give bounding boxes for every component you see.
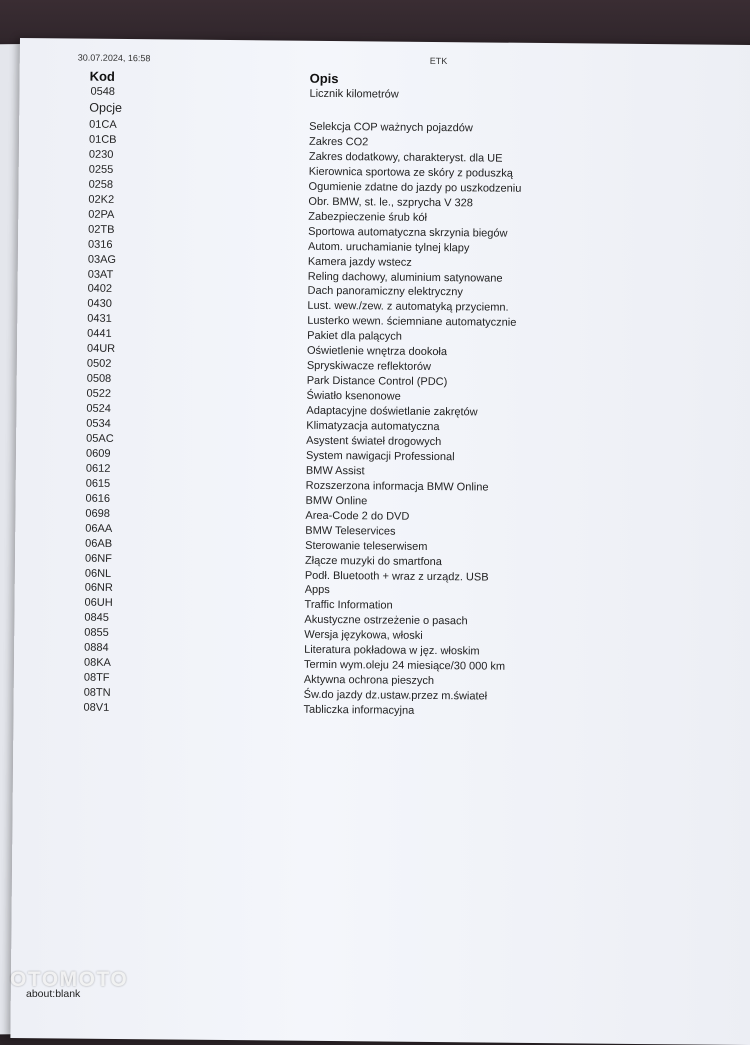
item-code: 04UR — [87, 343, 115, 355]
column-header-desc: Opis — [310, 71, 339, 86]
item-code: 08TF — [84, 672, 110, 684]
item-code: 0548 — [90, 86, 115, 98]
item-code: 06AB — [85, 537, 112, 549]
item-code: 06NR — [85, 582, 113, 594]
item-code: 0522 — [87, 388, 112, 400]
item-code: 0431 — [87, 313, 112, 325]
item-code: 0255 — [89, 164, 114, 176]
item-desc: Apps — [305, 584, 330, 596]
item-desc: Tabliczka informacyjna — [304, 704, 415, 717]
item-desc: Obr. BMW, st. le., szprycha V 328 — [308, 196, 473, 210]
item-desc: Lusterko wewn. ściemniane automatycznie — [307, 315, 516, 329]
item-desc: Autom. uruchamianie tylnej klapy — [308, 240, 470, 254]
item-desc: Literatura pokładowa w jęz. włoskim — [304, 644, 480, 658]
item-desc: Zabezpieczenie śrub kół — [308, 210, 427, 223]
item-desc: Zakres CO2 — [309, 136, 368, 149]
item-code: 02PA — [88, 208, 114, 220]
item-code: 0855 — [84, 627, 109, 639]
item-desc: Spryskiwacze reflektorów — [307, 360, 431, 373]
item-desc: Klimatyzacja automatyczna — [306, 420, 439, 433]
item-desc: Termin wym.oleju 24 miesiące/30 000 km — [304, 659, 505, 673]
item-code: 0884 — [84, 642, 109, 654]
item-desc: Asystent świateł drogowych — [306, 435, 441, 448]
item-desc: Oświetlenie wnętrza dookoła — [307, 345, 447, 358]
column-header-code: Kod — [90, 69, 115, 84]
item-desc: Sterowanie teleserwisem — [305, 539, 427, 552]
item-code: 02K2 — [88, 193, 114, 205]
item-desc: Podł. Bluetooth + wraz z urządz. USB — [305, 569, 489, 583]
item-desc: Reling dachowy, aluminium satynowane — [308, 270, 503, 284]
item-code: 08KA — [84, 657, 111, 669]
item-code: 02TB — [88, 223, 114, 235]
item-code: 06UH — [85, 597, 113, 609]
item-code: 06NF — [85, 552, 112, 564]
item-code: 03AT — [88, 268, 114, 280]
item-desc: Traffic Information — [305, 599, 393, 612]
item-desc: Złącze muzyki do smartfona — [305, 554, 442, 567]
item-desc: Licznik kilometrów — [309, 88, 398, 101]
print-header — [78, 53, 698, 73]
item-code: 0508 — [87, 373, 112, 385]
item-code: 0402 — [88, 283, 113, 295]
item-desc: Park Distance Control (PDC) — [307, 375, 448, 388]
item-desc: Dach panoramiczny elektryczny — [308, 285, 463, 298]
item-code: 0524 — [86, 403, 111, 415]
item-desc: Adaptacyjne doświetlanie zakrętów — [306, 405, 477, 419]
item-code: 0534 — [86, 418, 111, 430]
item-desc: BMW Teleservices — [305, 524, 395, 537]
item-code: 08V1 — [84, 702, 110, 714]
item-desc: BMW Online — [306, 495, 368, 508]
item-code: 06AA — [85, 522, 112, 534]
item-code: 01CA — [89, 119, 117, 131]
item-desc: Selekcja COP ważnych pojazdów — [309, 121, 473, 135]
footer-url: about:blank — [26, 988, 80, 1000]
item-desc: Area-Code 2 do DVD — [305, 509, 409, 522]
item-code: 01CB — [89, 134, 117, 146]
item-code: 03AG — [88, 253, 116, 265]
item-code: 0615 — [86, 477, 111, 489]
item-code: 0502 — [87, 358, 112, 370]
item-code: 05AC — [86, 433, 114, 445]
item-code: 0612 — [86, 462, 111, 474]
item-code: 0258 — [89, 178, 114, 190]
item-desc: Zakres dodatkowy, charakteryst. dla UE — [309, 151, 503, 165]
item-desc: Wersja językowa, włoski — [304, 629, 423, 642]
item-code: 06NL — [85, 567, 111, 579]
item-desc: Ogumienie zdatne do jazdy po uszkodzeniu — [309, 181, 522, 195]
item-code: 0616 — [86, 492, 111, 504]
item-desc: Kierownica sportowa ze skóry z poduszką — [309, 166, 513, 180]
item-code: 0230 — [89, 149, 114, 161]
item-code: 0698 — [85, 507, 110, 519]
item-code: 0430 — [87, 298, 112, 310]
watermark-logo: OTOMOTO — [10, 968, 128, 992]
item-code: 08TN — [84, 687, 111, 699]
item-desc: Św.do jazdy dz.ustaw.przez m.świateł — [304, 689, 488, 703]
item-desc: Rozszerzona informacja BMW Online — [306, 480, 489, 494]
item-desc: BMW Assist — [306, 465, 365, 478]
item-desc: System nawigacji Professional — [306, 450, 455, 463]
item-code: 0845 — [84, 612, 109, 624]
item-desc: Pakiet dla palących — [307, 330, 402, 343]
print-date: 30.07.2024, 16:58 — [78, 53, 151, 64]
section-label-options: Opcje — [89, 101, 122, 115]
item-code: 0609 — [86, 448, 111, 460]
item-desc: Lust. wew./zew. z automatyką przyciemn. — [307, 300, 508, 314]
item-desc: Kamera jazdy wstecz — [308, 255, 412, 268]
item-desc: Sportowa automatyczna skrzynia biegów — [308, 225, 507, 239]
item-desc: Akustyczne ostrzeżenie o pasach — [304, 614, 467, 628]
item-desc: Światło ksenonowe — [307, 390, 401, 403]
item-code: 0441 — [87, 328, 112, 340]
item-code: 0316 — [88, 238, 113, 250]
printed-page — [10, 38, 750, 1045]
print-app-name: ETK — [430, 56, 448, 66]
item-desc: Aktywna ochrona pieszych — [304, 674, 434, 687]
